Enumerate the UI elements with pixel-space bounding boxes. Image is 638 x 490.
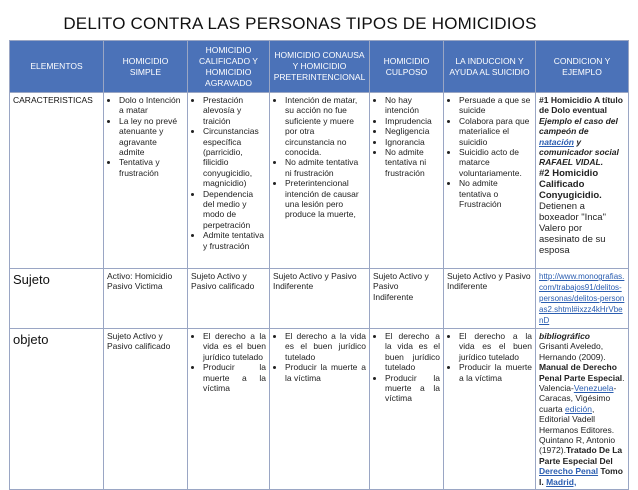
header-homicidio-conausa: HOMICIDIO CONAUSA Y HOMICIDIO PRETERINTENCIONAL [270,41,370,93]
header-homicidio-calificado: HOMICIDIO CALIFICADO Y HOMICIDIO AGRAVADO [188,41,270,93]
example-2-detail: Detienen a boxeador "Inca" Valero por asesinato de su esposa [539,200,606,256]
list-item: • No hay intención [385,95,440,116]
list-item: • El derecho a la vida es el buen jurídico tutelado [459,331,532,362]
homicide-types-table [9,40,629,490]
list-item: • La ley no prevé atenuante y agravante admite [119,116,184,158]
list-item: • No admite tentativa ni frustración [385,147,440,178]
bib-title: Manual de Derecho Penal Parte Especial [539,362,623,383]
list-item: • Intención de matar, su acción no fue suficiente y muere por otra circunstancia no conocida. [285,95,366,157]
example-2: #2 Homicidio Calificado Conyugicidio. [539,167,602,201]
header-condicion-ejemplo: CONDICION Y EJEMPLO [536,41,629,93]
cell-condicion [536,329,629,490]
cell-simple: Sujeto Activo y Pasivo calificado [104,329,188,490]
example-1-text: Ejemplo el caso del campeón de [539,115,618,137]
row-label: objeto [10,329,104,490]
bibliography-heading: bibliográfico [539,331,590,341]
row-label: Sujeto [10,269,104,329]
header-homicidio-simple: HOMICIDIO SIMPLE [104,41,188,93]
cell-calificado: Sujeto Activo y Pasivo calificado [188,269,270,329]
bib-text: Quintano R, Antonio (1972). [539,435,616,456]
page-title: DELITO CONTRA LAS PERSONAS TIPOS DE HOMICIDIOS [63,14,537,33]
row-objeto [10,329,629,490]
bibliography-entry-1 [539,341,625,435]
list-item: • El derecho a la vida es el buen jurídico tutelado [285,331,366,362]
row-sujeto [10,269,629,329]
row-label: CARACTERISTICAS [10,93,104,269]
cell-conausa: Sujeto Activo y Pasivo Indiferente [270,269,370,329]
cell-culposo: Sujeto Activo y Pasivo Indiferente [370,269,444,329]
madrid-link[interactable]: Madrid, [546,476,577,487]
cell-induccion [444,329,536,490]
source-link[interactable]: http://www.monografias.com/trabajos91/delitos-personas/delitos-personas2.shtml#ixzz4kHrVbenD [539,272,625,325]
list-item: • Producir la muerte a la víctima [459,362,532,383]
natacion-link[interactable]: natación [539,136,574,147]
header-row [10,41,629,93]
header-induccion-suicidio: LA INDUCCION Y AYUDA AL SUICIDIO [444,41,536,93]
example-1-text-end: y comunicador social RAFAEL VIDAL. [539,136,619,168]
derecho-penal-link[interactable]: Derecho Penal [539,466,599,477]
list-item: • Dependencia del medio y modo de perpetración [203,189,266,231]
header-homicidio-culposo: HOMICIDIO CULPOSO [370,41,444,93]
bib-text: Grisanti Aveledo, Hernando (2009). [539,341,606,362]
cell-culposo [370,93,444,269]
list-item: • Prestación alevosía y traición [203,95,266,126]
bib-text: . Valencia- [539,372,625,394]
row-caracteristicas [10,93,629,269]
list-item: • Producir la muerte a la víctima [285,362,366,383]
list-item: • Tentativa y frustración [119,157,184,178]
cell-calificado [188,329,270,490]
list-item: • Preterintencional intención de causar una lesión pero produce la muerte, [285,178,366,220]
list-item: • Colabora para que materialice el suicidio [459,116,532,147]
list-item: • No admite tentativa ni frustración [285,157,366,178]
cell-culposo [370,329,444,490]
list-item: • El derecho a la vida es el buen jurídico tutelado [203,331,266,362]
cell-calificado [188,93,270,269]
list-item: • Dolo o Intención a matar [119,95,184,116]
list-item: • Ignorancia [385,137,440,147]
list-item: • Imprudencia [385,116,440,126]
cell-simple [104,93,188,269]
bibliography-entry-2 [539,435,625,487]
bib-title: Tratado De La Parte Especial Del [539,445,623,466]
cell-conausa [270,93,370,269]
list-item: • Admite tentativa y frustración [203,230,266,251]
header-elementos: ELEMENTOS [10,41,104,93]
cell-simple: Activo: Homicidio Pasivo Victima [104,269,188,329]
list-item: • Negligencia [385,126,440,136]
example-1-detail [539,116,625,168]
cell-condicion [536,269,629,329]
edicion-link[interactable]: edición [565,403,592,414]
list-item: • No admite tentativa o Frustración [459,178,532,209]
cell-condicion [536,93,629,269]
example-1: #1 Homicidio A título de Dolo eventual [539,95,623,116]
list-item: • Producir la muerte a la víctima [385,373,440,404]
list-item: • Circunstancias específica (parricidio, filicidio conyugicidio, magnicidio) [203,126,266,188]
venezuela-link[interactable]: Venezuela [573,383,614,394]
list-item: • Suicidio acto de matarce voluntariamente. [459,147,532,178]
list-item: • Persuade a que se suicide [459,95,532,116]
bib-text: -Caracas, Vigésimo cuarta [539,383,617,414]
list-item: • Producir la muerte a la víctima [203,362,266,393]
cell-conausa [270,329,370,490]
bib-text: , Editorial Vadell Hermanos Editores. [539,403,615,435]
cell-induccion: Sujeto Activo y Pasivo Indiferente [444,269,536,329]
list-item: • El derecho a la vida es el buen jurídico tutelado [385,331,440,373]
cell-induccion [444,93,536,269]
bib-text: Tomo I. [539,466,623,487]
